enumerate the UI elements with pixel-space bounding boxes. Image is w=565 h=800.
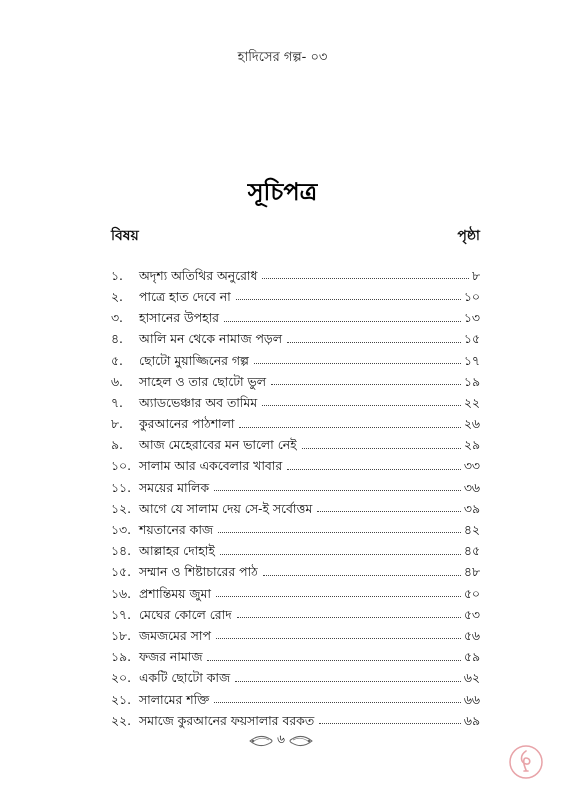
toc-entry xyxy=(111,536,480,557)
toc-entry-page: ৪৮ xyxy=(463,564,480,580)
toc-entry xyxy=(111,409,480,430)
toc-entry xyxy=(111,621,480,642)
dot-leader xyxy=(239,426,460,428)
toc-entry-number: ৫. xyxy=(111,352,123,368)
toc-entry-number: ১২. xyxy=(111,500,132,516)
toc-entry-number: ২. xyxy=(111,288,123,304)
dot-leader xyxy=(237,616,461,618)
toc-entry-page: ২৬ xyxy=(463,416,480,432)
toc-entry-number: ১৩. xyxy=(111,522,132,538)
table-of-contents xyxy=(111,261,480,727)
toc-entry xyxy=(111,367,480,388)
toc-entry-page: ৮ xyxy=(471,267,480,283)
dot-leader xyxy=(287,468,461,470)
toc-entry-number: ৮. xyxy=(111,416,123,432)
toc-entry-number: ১. xyxy=(111,267,123,283)
toc-entry-page: ১৫ xyxy=(463,331,480,347)
toc-entry-number: ১৬. xyxy=(111,585,132,601)
toc-entry-title: সালাম আর একবেলার খাবার xyxy=(139,458,283,474)
toc-entry-number: ৭. xyxy=(111,394,123,410)
toc-entry-page: ৬২ xyxy=(463,670,480,686)
dot-leader xyxy=(302,447,461,449)
toc-entry-title: একটি ছোটো কাজ xyxy=(139,670,231,686)
toc-entry-page: ১৩ xyxy=(463,310,480,326)
toc-entry xyxy=(111,303,480,324)
toc-entry xyxy=(111,579,480,600)
toc-entry-page: ৫৬ xyxy=(463,627,480,643)
toc-entry-title: সম্মান ও শিষ্টাচারের পাঠ xyxy=(139,564,258,580)
page-number-text: ৬ xyxy=(277,732,285,746)
toc-entry xyxy=(111,473,480,494)
dot-leader xyxy=(214,489,461,491)
toc-entry xyxy=(111,664,480,685)
dot-leader xyxy=(216,595,461,597)
toc-entry-title: আল্লাহর দোহাই xyxy=(139,543,215,559)
toc-entry-title: মেঘের কোলে রোদ xyxy=(139,606,232,622)
toc-entry-page: ৪৫ xyxy=(463,543,480,559)
toc-entry-number: ২২. xyxy=(111,712,132,728)
toc-entry-title: আজ মেহেরাবের মন ভালো নেই xyxy=(139,437,297,453)
toc-entry-page: ২২ xyxy=(463,394,480,410)
toc-entry-number: ১১. xyxy=(111,479,132,495)
toc-entry-page: ৬৬ xyxy=(463,691,480,707)
toc-entry xyxy=(111,685,480,706)
page-title: সূচিপত্র xyxy=(247,178,318,206)
toc-entry xyxy=(111,558,480,579)
toc-entry-number: ১৯. xyxy=(111,649,132,665)
dot-leader xyxy=(319,722,461,724)
toc-entry-page: ১৯ xyxy=(463,373,480,389)
dot-leader xyxy=(218,531,461,533)
publisher-logo-icon xyxy=(508,744,544,780)
toc-entry-page: ১৭ xyxy=(463,352,480,368)
toc-entry-title: কুরআনের পাঠশালা xyxy=(139,416,235,432)
toc-entry-number: ৪. xyxy=(111,331,123,347)
toc-entry xyxy=(111,261,480,282)
toc-entry-title: প্রশান্তিময় জুমা xyxy=(139,585,211,601)
toc-entry-page: ৬৯ xyxy=(463,712,480,728)
toc-entry-title: ফজর নামাজ xyxy=(139,649,203,665)
dot-leader xyxy=(262,404,461,406)
toc-entry-title: হাসানের উপহার xyxy=(139,310,219,326)
dot-leader xyxy=(235,680,461,682)
toc-entry-number: ৯. xyxy=(111,437,123,453)
toc-entry xyxy=(111,431,480,452)
toc-entry-page: ৩৯ xyxy=(463,500,480,516)
dot-leader xyxy=(214,701,461,703)
dot-leader xyxy=(207,659,460,661)
toc-entry-title: জমজমের সাপ xyxy=(139,627,211,643)
toc-entry-title: আগে যে সালাম দেয় সে-ই সর্বোত্তম xyxy=(139,500,313,516)
toc-entry xyxy=(111,642,480,663)
dot-leader xyxy=(224,320,461,322)
toc-entry-number: ১৮. xyxy=(111,627,132,643)
dot-leader xyxy=(216,637,461,639)
toc-entry-title: পাত্রে হাত দেবে না xyxy=(139,288,231,304)
toc-entry-title: সাহেল ও তার ছোটো ভুল xyxy=(139,373,266,389)
toc-entry-title: অদৃশ্য অতিথির অনুরোধ xyxy=(139,267,258,283)
toc-entry xyxy=(111,388,480,409)
toc-entry-number: ১০. xyxy=(111,458,132,474)
column-header-page: পৃষ্ঠা xyxy=(457,228,480,244)
toc-entry-page: ৫০ xyxy=(463,585,480,601)
toc-entry xyxy=(111,452,480,473)
dot-leader xyxy=(263,574,461,576)
footer-page-number xyxy=(248,731,314,751)
toc-entry-number: ৩. xyxy=(111,310,123,326)
toc-entry-number: ১৫. xyxy=(111,564,132,580)
toc-entry-page: ৪২ xyxy=(463,522,480,538)
toc-entry-title: সালামের শক্তি xyxy=(139,691,210,707)
toc-entry-page: ২৯ xyxy=(463,437,480,453)
toc-entry-number: ৬. xyxy=(111,373,123,389)
dot-leader xyxy=(317,510,461,512)
toc-entry-number: ১৭. xyxy=(111,606,132,622)
dot-leader xyxy=(262,277,468,279)
dot-leader xyxy=(287,341,461,343)
running-head: হাদিসের গল্প- ০৩ xyxy=(237,50,328,65)
toc-entry-title: সমাজে কুরআনের ফয়সালার বরকত xyxy=(139,712,315,728)
dot-leader xyxy=(236,298,461,300)
toc-entry-title: ছোটো মুয়াজ্জিনের গল্প xyxy=(139,352,249,368)
toc-entry-title: সময়ের মালিক xyxy=(139,479,210,495)
toc-entry xyxy=(111,706,480,727)
toc-entry-title: আলি মন থেকে নামাজ পড়ল xyxy=(139,331,282,347)
dot-leader xyxy=(254,362,461,364)
toc-entry-page: ৫৯ xyxy=(463,649,480,665)
toc-entry xyxy=(111,494,480,515)
toc-entry-page: ৩৬ xyxy=(463,479,480,495)
toc-entry-title: শয়তানের কাজ xyxy=(139,522,213,538)
toc-entry-number: ২০. xyxy=(111,670,132,686)
dot-leader xyxy=(220,553,461,555)
toc-entry-number: ১৪. xyxy=(111,543,132,559)
toc-entry-page: ৫৩ xyxy=(463,606,480,622)
toc-entry-page: ৩৩ xyxy=(463,458,480,474)
toc-entry xyxy=(111,325,480,346)
toc-entry-number: ২১. xyxy=(111,691,132,707)
toc-entry xyxy=(111,600,480,621)
toc-entry xyxy=(111,346,480,367)
dot-leader xyxy=(271,383,461,385)
toc-entry xyxy=(111,282,480,303)
toc-entry-title: অ্যাডভেঞ্চার অব তামিম xyxy=(139,394,258,410)
toc-entry-page: ১০ xyxy=(463,288,480,304)
column-header-topic: বিষয় xyxy=(111,228,139,244)
toc-entry xyxy=(111,515,480,536)
